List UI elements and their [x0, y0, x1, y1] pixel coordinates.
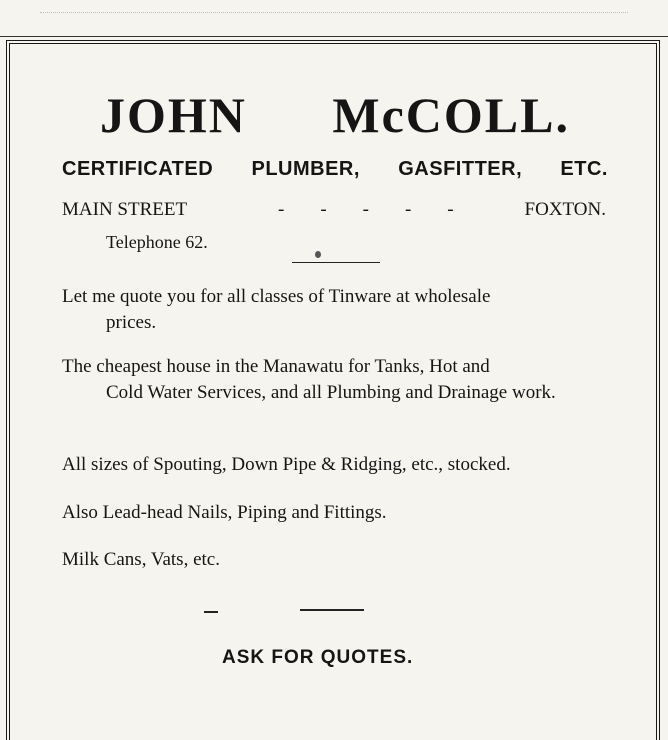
address-town: FOXTON. [524, 199, 606, 220]
divider-rule [300, 609, 364, 611]
paragraph-line: Let me quote you for all classes of Tinware at wholesale [62, 286, 491, 307]
paragraph-line: The cheapest house in the Manawatu for Tanks, Hot and [62, 356, 490, 377]
trade-line [62, 158, 608, 181]
divider-short [204, 611, 218, 613]
address-line [62, 199, 606, 221]
trade-word: ETC. [560, 158, 608, 180]
paragraph-continuation: Cold Water Services, and all Plumbing and Drainage work. [106, 382, 556, 403]
trade-word: CERTIFICATED [62, 158, 214, 180]
paragraph [62, 547, 610, 573]
trade-word: GASFITTER, [398, 158, 523, 180]
address-leader [258, 199, 454, 221]
name-last: McCOLL. [332, 87, 570, 143]
business-name [100, 86, 570, 144]
telephone: Telephone 62. [106, 232, 208, 252]
leader-dash: - [404, 199, 412, 220]
leader-dash: - [320, 199, 327, 220]
paragraph [62, 500, 610, 526]
call-to-action: ASK FOR QUOTES. [222, 647, 414, 668]
address-street: MAIN STREET [62, 199, 188, 220]
advert [62, 0, 610, 671]
divider-rule [292, 262, 380, 263]
paragraph-line: Also Lead-head Nails, Piping and Fittings. [62, 502, 387, 523]
paragraph-continuation: prices. [106, 312, 157, 333]
paragraph [62, 452, 610, 478]
paragraph [62, 354, 610, 406]
leader-dash: - [277, 199, 285, 220]
leader-dash: - [362, 199, 369, 220]
trade-word: PLUMBER, [251, 158, 360, 180]
ink-speck [315, 251, 321, 258]
paragraph-line: All sizes of Spouting, Down Pipe & Ridging, etc., stocked. [62, 454, 511, 475]
paragraph [62, 284, 610, 336]
leader-dash: - [447, 199, 454, 220]
paragraph-line: Milk Cans, Vats, etc. [62, 549, 220, 570]
name-first: JOHN [100, 87, 247, 143]
